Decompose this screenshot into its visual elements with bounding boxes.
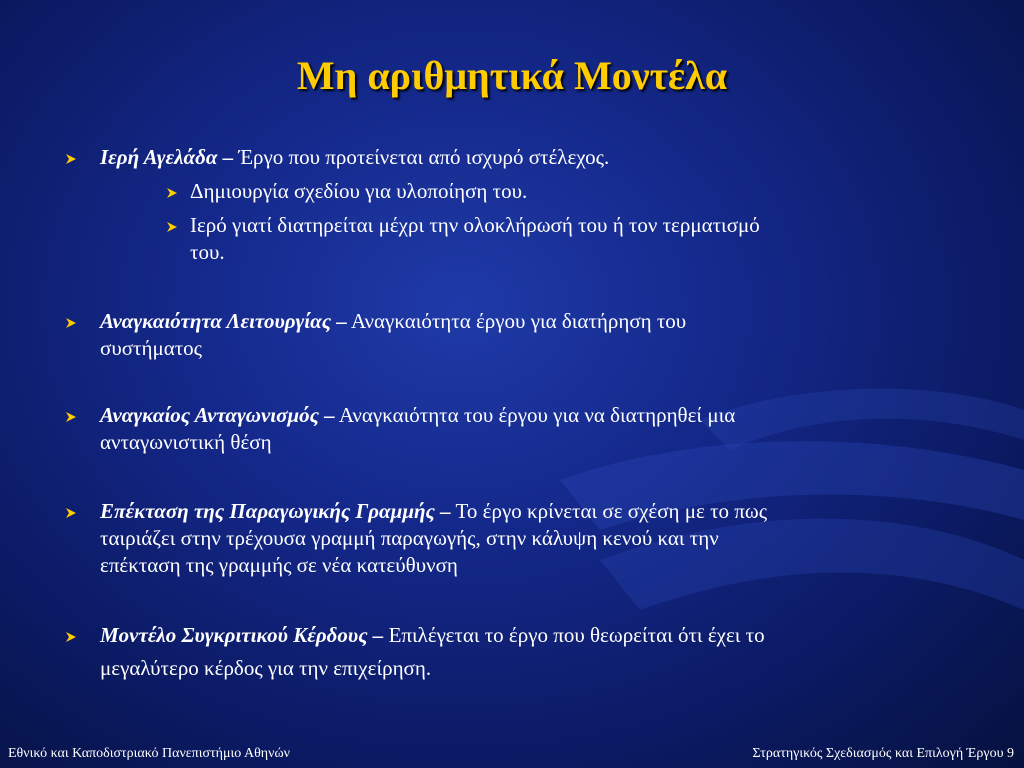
item-term: Αναγκαίος Ανταγωνισμός – [100,403,335,427]
item-term: Αναγκαιότητα Λειτουργίας – [100,309,347,333]
item-description: Αναγκαιότητα έργου για διατήρηση του [350,309,687,333]
item-description: Επιλέγεται το έργο που θεωρείται ότι έχει το [388,623,765,647]
bullet-arrow-icon [64,152,78,166]
item-description-continuation: συστήματος [100,336,202,360]
list-item [100,622,765,649]
item-description-continuation: επέκταση της γραμμής σε νέα κατεύθυνση [100,553,458,577]
item-description-continuation: ταιριάζει στην τρέχουσα γραμμή παραγωγής, στην κάλυψη κενού και την [100,526,719,550]
item-term: Μοντέλο Συγκριτικού Κέρδους – [100,623,384,647]
item-term: Ιερή Αγελάδα – [100,145,234,169]
list-item [100,498,767,525]
item-description-continuation: μεγαλύτερο κέρδος για την επιχείρηση. [100,656,432,680]
bullet-arrow-icon [64,506,78,520]
list-item [100,308,686,335]
footer-institution: Εθνικό και Καποδιστριακό Πανεπιστήμιο Αθηνών [8,746,290,761]
bullet-arrow-icon [64,410,78,424]
item-description: Έργο που προτείνεται από ισχυρό στέλεχος. [238,145,610,169]
list-item [100,402,735,429]
sub-list-item-continuation: του. [190,240,225,264]
sub-bullet-arrow-icon [165,220,179,234]
sub-bullet-arrow-icon [165,186,179,200]
slide-title: Μη αριθμητικά Μοντέλα [296,53,728,98]
item-term: Επέκταση της Παραγωγικής Γραμμής – [100,499,451,523]
sub-list-item: Δημιουργία σχεδίου για υλοποίηση του. [190,179,528,203]
sub-list-item: Ιερό γιατί διατηρείται μέχρι την ολοκλήρωσή του ή τον τερματισμό [190,213,760,237]
bullet-arrow-icon [64,630,78,644]
item-description-continuation: ανταγωνιστική θέση [100,430,272,454]
item-description: Αναγκαιότητα του έργου για να διατηρηθεί μια [338,403,736,427]
list-item [100,144,609,171]
footer-course-page: Στρατηγικός Σχεδιασμός και Επιλογή Έργου 9 [752,746,1014,761]
item-description: Το έργο κρίνεται σε σχέση με το πως [455,499,768,523]
bullet-arrow-icon [64,316,78,330]
